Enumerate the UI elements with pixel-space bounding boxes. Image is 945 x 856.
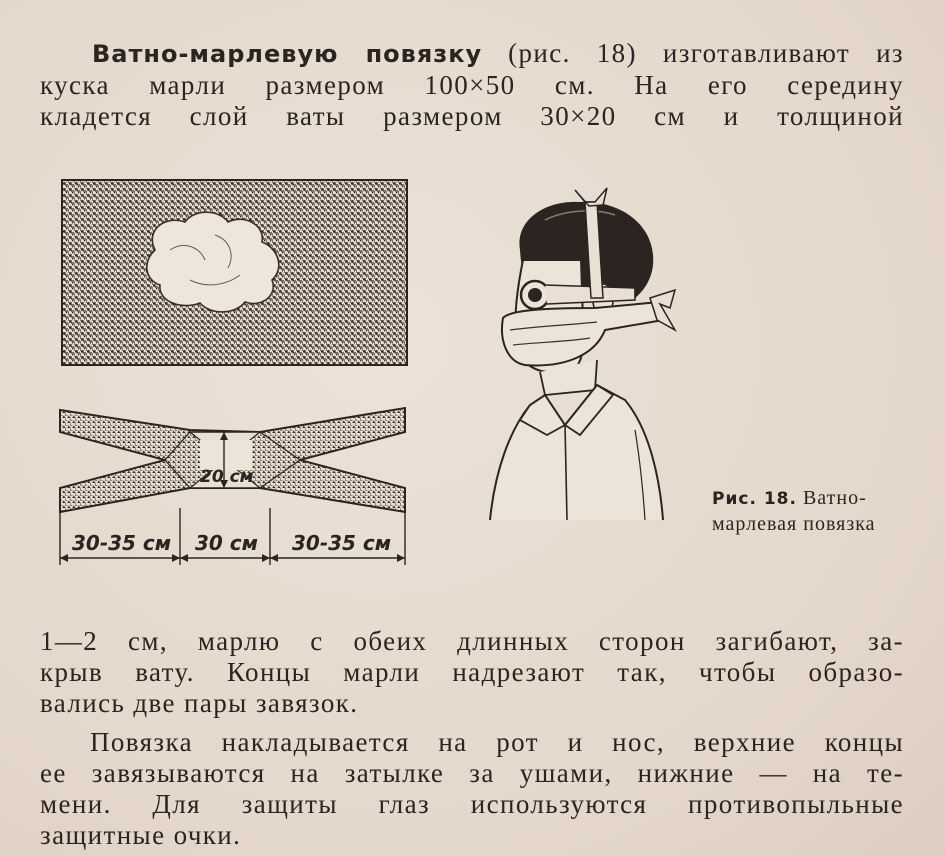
bandage-diagram — [50, 170, 470, 590]
p1-line-3: вались две пары завязок. — [40, 688, 359, 718]
p2-line-1: Повязка накладывается на рот и нос, верхние концы — [90, 727, 904, 757]
p1-line-1: 1—2 см, марлю с обеих длинных сторон загибают, за- — [40, 626, 904, 656]
bold-lead: Ватно-марлевую повязку — [92, 40, 483, 68]
cotton-pad — [147, 212, 279, 312]
dim-right-label: 30-35 см — [292, 531, 392, 555]
bottom-paragraph-1 — [40, 626, 904, 719]
top-line-3: кладется слой ваты размером 30×20 см и толщиной — [40, 101, 904, 131]
boy-with-bandage-illustration — [485, 180, 695, 540]
figure-caption — [712, 486, 902, 537]
top-line-2: куска марли размером 100×50 см. На его середину — [40, 70, 904, 100]
bottom-paragraph-2 — [40, 727, 904, 851]
mask — [502, 302, 663, 365]
p2-line-4: защитные очки. — [40, 820, 242, 850]
caption-label: Рис. 18. — [712, 489, 797, 509]
p2-line-2: ее завязываются на затылке за ушами, нижние — на те- — [40, 758, 904, 788]
p2-line-3: мени. Для защиты глаз используются противопыльные — [40, 789, 904, 819]
caption-text: Ватно-марлевая повязка — [712, 487, 876, 535]
dim-left-label: 30-35 см — [72, 531, 172, 555]
top-paragraph — [40, 38, 904, 132]
dim-center-label: 30 см — [195, 531, 258, 555]
p1-line-2: крыв вату. Концы марли надрезают так, чтобы образо- — [40, 657, 904, 687]
shirt — [490, 385, 663, 520]
dim-height-label: 20 см — [200, 467, 254, 487]
top-line-1: Ватно-марлевую повязку (рис. 18) изготавливают из — [92, 38, 904, 68]
cut-bandage — [60, 408, 405, 512]
